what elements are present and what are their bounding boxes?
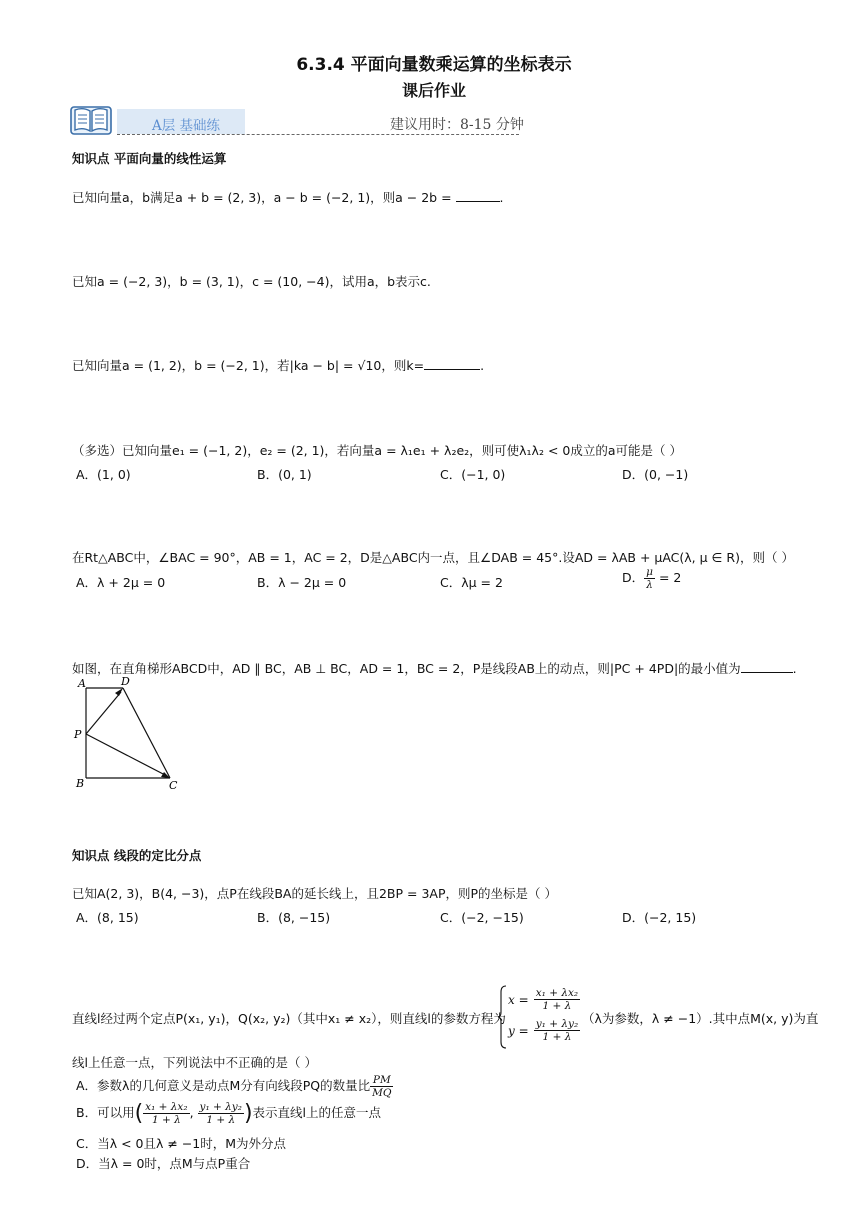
option-b-text: B．可以用 [76, 1105, 135, 1120]
layer-label: A层 基础练 [152, 118, 221, 134]
label-b: B [76, 777, 85, 790]
option-d-rest: = 2 [654, 570, 682, 585]
question-7: 已知A(2, 3)，B(4, −3)，点P在线段BA的延长线上，且2BP = 3AP，则P的坐标是（ ） [72, 886, 558, 901]
equation-y-lhs: y = [508, 1024, 529, 1038]
option-d[interactable]: D．(0, −1) [622, 467, 689, 482]
option-c[interactable]: C．(−2, −15) [440, 910, 524, 925]
question-5: 在Rt△ABC中，∠BAC = 90°，AB = 1，AC = 2，D是△ABC内一点，且∠DAB = 45°.设AD = λAB + μAC(λ, μ ∈ R)，则（ ） [72, 550, 794, 565]
question-4: （多选）已知向量e₁ = (−1, 2)，e₂ = (2, 1)，若向量a = λ₁e₁ + λ₂e₂，则可使λ₁λ₂ < 0成立的a可能是（ ） [72, 443, 682, 458]
fraction-numerator: μ [646, 566, 653, 578]
label-d: D [121, 675, 130, 688]
fraction-numerator: PM [370, 1074, 393, 1087]
equation-x-lhs: x = [508, 993, 529, 1007]
label-p: P [74, 728, 82, 741]
section-heading-linear: 知识点 平面向量的线性运算 [72, 151, 227, 166]
question-1-end: . [499, 190, 504, 205]
parametric-equation [498, 984, 578, 1050]
option-b[interactable]: B．(8, −15) [257, 910, 331, 925]
question-6-end: . [792, 661, 797, 676]
time-label: 建议用时：8-15 分钟 [390, 117, 524, 133]
fraction-denominator: λ [646, 579, 653, 591]
equation-x-denominator: 1 + λ [542, 1000, 572, 1012]
question-3-end: . [480, 358, 485, 373]
option-a[interactable]: A．(1, 0) [76, 467, 131, 482]
question-3-text: 已知向量a = (1, 2)，b = (−2, 1)，若|ka − b| = √10，则k= [72, 358, 425, 373]
question-2: 已知a = (−2, 3)，b = (3, 1)，c = (10, −4)，试用a，b表示c. [72, 274, 431, 289]
question-8-intro: 直线l经过两个定点P(x₁, y₁)，Q(x₂, y₂)（其中x₁ ≠ x₂），则直线l的参数方程为 [72, 1011, 506, 1026]
option-b[interactable]: B．可以用( $\frac{\text{x₁ + λx₂}}{1 + \lambda}$ , $\frac{\text{y₁ + λy₂}}{1 + \lambda}$ )表示直线l上的任意一点 [76, 1101, 382, 1126]
option-b-rest: 表示直线l上的任意一点 [252, 1105, 382, 1120]
option-a[interactable] [76, 1074, 393, 1099]
option-c[interactable]: C．当λ < 0且λ ≠ −1时，M为外分点 [76, 1136, 287, 1151]
trapezoid-figure [70, 672, 190, 794]
header-divider [117, 134, 519, 135]
option-b[interactable]: B．λ − 2μ = 0 [257, 575, 347, 590]
fraction-numerator: x₁ + λx₂ [145, 1101, 188, 1113]
equation-y-numerator: y₁ + λy₂ [535, 1018, 579, 1030]
option-d[interactable]: D．当λ = 0时，点M与点P重合 [76, 1156, 251, 1171]
question-1 [72, 188, 504, 206]
question-8-prompt: 线l上任意一点，下列说法中不正确的是（ ） [72, 1055, 317, 1070]
fraction-numerator: y₁ + λy₂ [199, 1101, 242, 1113]
option-a[interactable]: A．λ + 2μ = 0 [76, 575, 166, 590]
option-c[interactable]: C．λμ = 2 [440, 575, 503, 590]
question-8-conditions: （λ为参数，λ ≠ −1）.其中点M(x, y)为直 [582, 1011, 819, 1026]
page-title: 6.3.4 平面向量数乘运算的坐标表示 [296, 55, 572, 75]
option-c[interactable]: C．(−1, 0) [440, 467, 506, 482]
option-d[interactable]: D．(−2, 15) [622, 910, 697, 925]
page-subtitle: 课后作业 [401, 81, 466, 100]
question-1-text: 已知向量a，b满足a + b = (2, 3)，a − b = (−2, 1)，则a − 2b = [72, 190, 456, 205]
equation-x-numerator: x₁ + λx₂ [535, 987, 579, 999]
equation-y-denominator: 1 + λ [542, 1031, 572, 1043]
option-d-label: D． [622, 570, 645, 585]
answer-blank[interactable] [424, 358, 480, 370]
option-b[interactable]: B．(0, 1) [257, 467, 312, 482]
fraction-denominator: 1 + λ [206, 1114, 236, 1126]
question-3 [72, 356, 484, 374]
section-heading-division: 知识点 线段的定比分点 [72, 848, 202, 863]
book-icon [70, 104, 112, 140]
option-d[interactable] [622, 566, 681, 591]
question-6-text: 如图，在直角梯形ABCD中，AD ∥ BC，AB ⊥ BC，AD = 1，BC = 2，P是线段AB上的动点，则|PC + 4PD|的最小值为 [72, 661, 741, 676]
option-a[interactable]: A．(8, 15) [76, 910, 139, 925]
answer-blank[interactable] [456, 190, 500, 202]
option-a-text: A．参数λ的几何意义是动点M分有向线段PQ的数量比 [76, 1078, 371, 1093]
answer-blank[interactable] [741, 661, 793, 673]
label-a: A [78, 677, 86, 690]
label-c: C [169, 779, 178, 792]
fraction-denominator: MQ [372, 1087, 392, 1099]
fraction-denominator: 1 + λ [151, 1114, 181, 1126]
